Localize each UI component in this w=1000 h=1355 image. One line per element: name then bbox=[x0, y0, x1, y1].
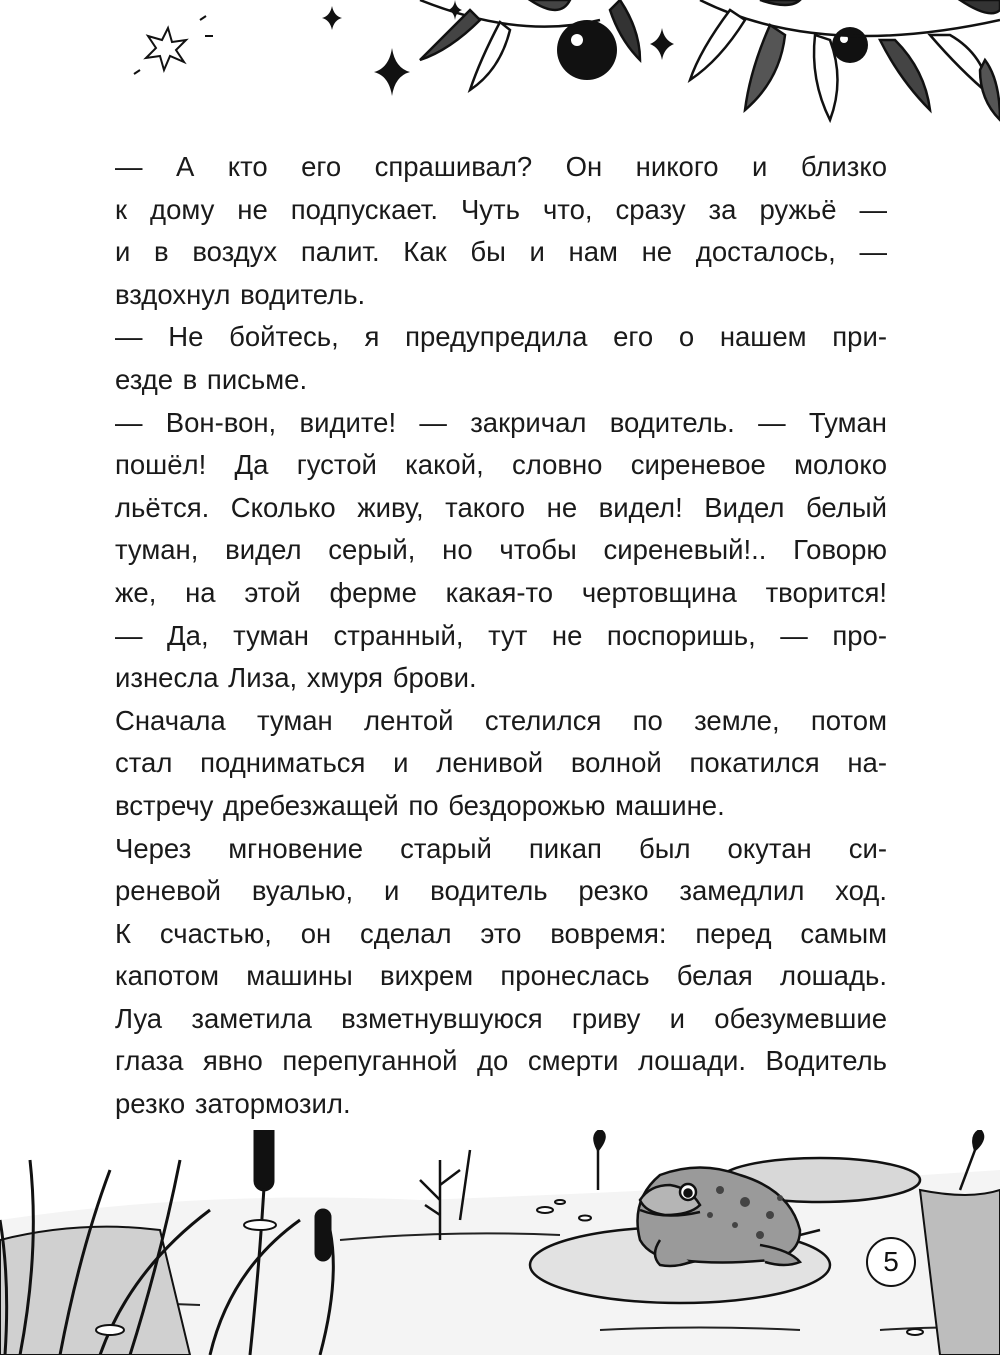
text-line: Сначала туман лентой стелился по земле, потом bbox=[115, 704, 887, 736]
text-line: резко затормозил. bbox=[115, 1088, 351, 1120]
text-line: Луа заметила взметнувшуюся гриву и обезумевшие bbox=[115, 1002, 887, 1034]
text-line: туман, видел серый, но чтобы сиреневый!.. Говорю bbox=[115, 534, 887, 566]
text-line: — Не бойтесь, я предупредила его о нашем при- bbox=[115, 321, 887, 353]
text-line: — Вон-вон, видите! — закричал водитель. — Туман bbox=[115, 406, 887, 438]
text-line: К счастью, он сделал это вовремя: перед самым bbox=[115, 917, 887, 949]
text-line: Через мгновение старый пикап был окутан си- bbox=[115, 832, 887, 864]
text-line: глаза явно перепуганной до смерти лошади. Водитель bbox=[115, 1045, 887, 1077]
text-line: изнесла Лиза, хмуря брови. bbox=[115, 662, 477, 694]
text-line: встречу дребезжащей по бездорожью машине. bbox=[115, 789, 725, 821]
bottom-illustration bbox=[0, 1130, 1000, 1355]
text-line: реневой вуалью, и водитель резко замедлил ход. bbox=[115, 875, 887, 907]
top-illustration bbox=[0, 0, 1000, 140]
text-line: — Да, туман странный, тут не поспоришь, — про- bbox=[115, 619, 887, 651]
text-line: езде в письме. bbox=[115, 363, 308, 395]
leaf-branch-icon bbox=[420, 0, 1000, 120]
text-line: стал подниматься и ленивой волной покатился на- bbox=[115, 747, 887, 779]
page-number: 5 bbox=[866, 1237, 916, 1287]
text-line: же, на этой ферме какая-то чертовщина творится! bbox=[115, 576, 887, 608]
text-line: вздохнул водитель. bbox=[115, 278, 366, 310]
text-line: — А кто его спрашивал? Он никого и близко bbox=[115, 151, 887, 182]
text-line: капотом машины вихрем пронеслась белая лошадь. bbox=[115, 960, 887, 992]
text-line: и в воздух палит. Как бы и нам не досталось, — bbox=[115, 236, 887, 268]
text-line: пошёл! Да густой какой, словно сиреневое молоко bbox=[115, 449, 887, 481]
text-line: к дому не подпускает. Чуть что, сразу за ружьё — bbox=[115, 193, 887, 225]
story-text bbox=[115, 146, 887, 1126]
sparkle-icon bbox=[134, 16, 213, 74]
text-line: льётся. Сколько живу, такого не видел! Видел белый bbox=[115, 491, 887, 523]
